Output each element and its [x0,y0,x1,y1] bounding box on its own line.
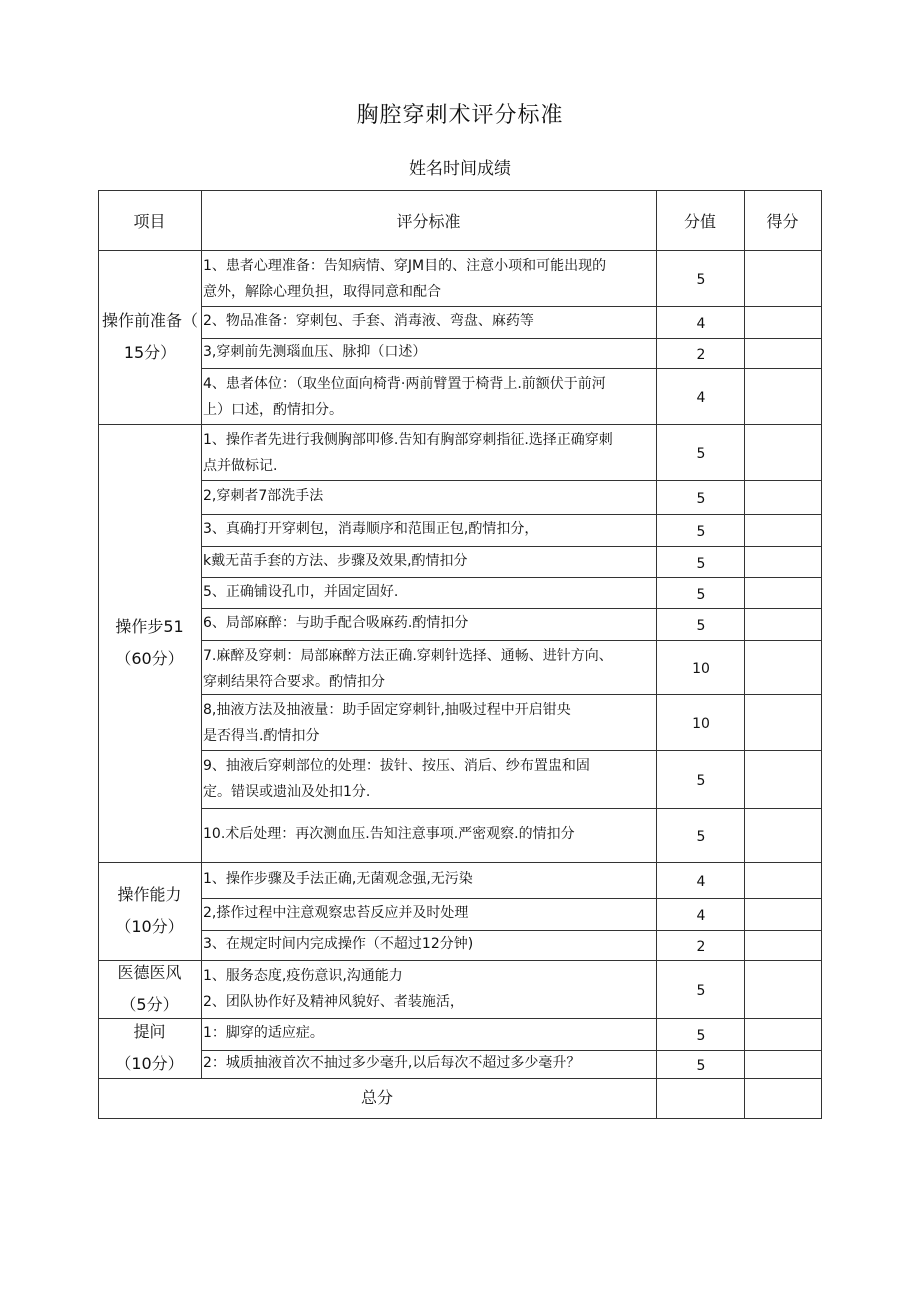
points-value: 5 [696,1058,706,1074]
criteria-text: 1、患者心理准备：告知病情、穿JM目的、注意小项和可能出现的 [203,258,607,274]
section-name-line2: 15分） [123,343,177,362]
criteria-text-continued: 点并做标记. [203,458,278,474]
section-name-line1: 操作能力 [117,885,182,904]
table-rule [98,862,822,863]
table-rule [98,424,822,425]
points-value: 5 [696,586,706,603]
section-name-line2: （10分） [115,1054,184,1073]
section-name [98,957,201,1021]
points-value: 2 [696,347,706,363]
section-name-line1: 操作前准备（ [101,311,198,330]
header-score: 得分 [766,212,799,231]
section-name [94,305,206,369]
criteria-text: 5、正确铺设孔巾，并固定固好. [203,583,399,600]
criteria-text: 4、患者体位：（取坐位面向椅背·两前臂置于椅背上.前额伏于前河 [203,376,606,392]
criteria-text: 1：脚穿的适应症。 [203,1025,324,1041]
points-value: 5 [696,1028,706,1044]
document-title: 胸腔穿刺术评分标准 [356,103,564,128]
points-value: 5 [696,618,706,634]
criteria-text: 3,穿刺前先测瑙血压、脉抑（口述） [203,344,427,360]
criteria-text: 6、局部麻醉：与助手配合吸麻药.酌情扣分 [203,615,469,631]
criteria-text-continued: 穿刺结果符合要求。酌情扣分 [203,674,385,690]
criteria-text: 2：城质抽液首次不抽过多少毫升,以后每次不超过多少毫升？ [203,1055,581,1071]
criteria-text-continued: 意外，解除心理负担，取得同意和配合 [203,284,441,300]
points-value: 4 [696,874,706,890]
points-value: 4 [696,390,706,406]
criteria-text-continued: 上）口述，酌情扣分。 [203,402,343,418]
criteria-text: 3、真确打开穿刺包，消毒顺序和范围正包,酌情扣分， [203,521,539,537]
points-value: 5 [696,983,706,999]
table-rule [201,750,822,751]
criteria-text: 1、服务态度,疫伤意识,沟通能力 [203,968,403,984]
section-name [98,879,201,943]
header-points: 分值 [683,212,716,231]
section-name-line2: （5分） [120,995,179,1014]
table-rule [98,1118,822,1119]
section-name [98,1016,201,1080]
points-value: 5 [696,524,706,540]
header-criteria: 评分标准 [396,212,461,231]
criteria-text: 1、操作步骤及手法正确,无菌观念强,无污染 [203,871,473,887]
points-value: 5 [696,446,706,462]
points-value: 5 [696,829,706,845]
points-value: 5 [696,491,706,507]
table-rule [201,480,822,481]
points-value: 5 [696,773,706,789]
points-value: 10 [692,661,710,677]
table-rule [201,640,822,641]
total-label: 总分 [360,1088,393,1107]
table-rule [821,190,822,1119]
header-item: 项目 [133,212,166,231]
section-name-line1: 提问 [133,1022,166,1041]
table-rule [98,190,822,191]
criteria-text: 8,抽液方法及抽液量：助手固定穿刺针,抽吸过程中开启钳央 [203,702,571,718]
criteria-text-continued: 定。错误或遗汕及处扣1分. [203,784,371,800]
section-name-line1: 操作步51 [115,617,184,636]
criteria-text-continued: 2、团队协作好及精神风貌好、者装施活， [203,994,464,1010]
criteria-text: 7.麻醉及穿刺：局部麻醉方法正确.穿刺针选择、通畅、进针方向、 [203,648,613,664]
criteria-text: 3、在规定时间内完成操作（不超过12分钟) [203,936,474,952]
criteria-text: k戴无苗手套的方法、步骤及效果,酌情扣分 [203,552,468,569]
table-rule [201,694,822,695]
criteria-text: 10.术后处理：再次测血压.告知注意事项.严密观察.的情扣分 [203,826,575,842]
points-value: 2 [696,939,706,955]
section-name [98,611,201,675]
criteria-text: 1、操作者先进行我侧胸部叩修.告知有胸部穿刺指征.选择正确穿刺 [203,432,613,448]
section-name-line1: 医德医风 [117,963,182,982]
section-name-line2: （10分） [115,917,184,936]
points-value: 4 [696,316,706,332]
points-value: 5 [696,272,706,288]
table-rule [201,368,822,369]
criteria-text: 2、物品准备：穿刺包、手套、消毒液、弯盘、麻药等 [203,313,534,329]
criteria-text-continued: 是否得当.酌情扣分 [203,728,320,744]
points-value: 5 [696,555,706,572]
points-value: 10 [692,716,710,732]
criteria-text: 2,穿刺者7部洗手法 [203,488,324,504]
criteria-text: 2,搽作过程中注意观察忠苔反应并及时处理 [203,905,469,921]
document-subtitle: 姓名时间成绩 [409,159,511,179]
points-value: 4 [696,908,706,924]
table-rule [98,960,822,961]
criteria-text: 9、抽液后穿刺部位的处理：拔针、按压、消后、纱布置盅和固 [203,758,590,774]
table-rule [98,250,822,251]
table-rule [201,808,822,809]
section-name-line2: （60分） [115,649,184,668]
